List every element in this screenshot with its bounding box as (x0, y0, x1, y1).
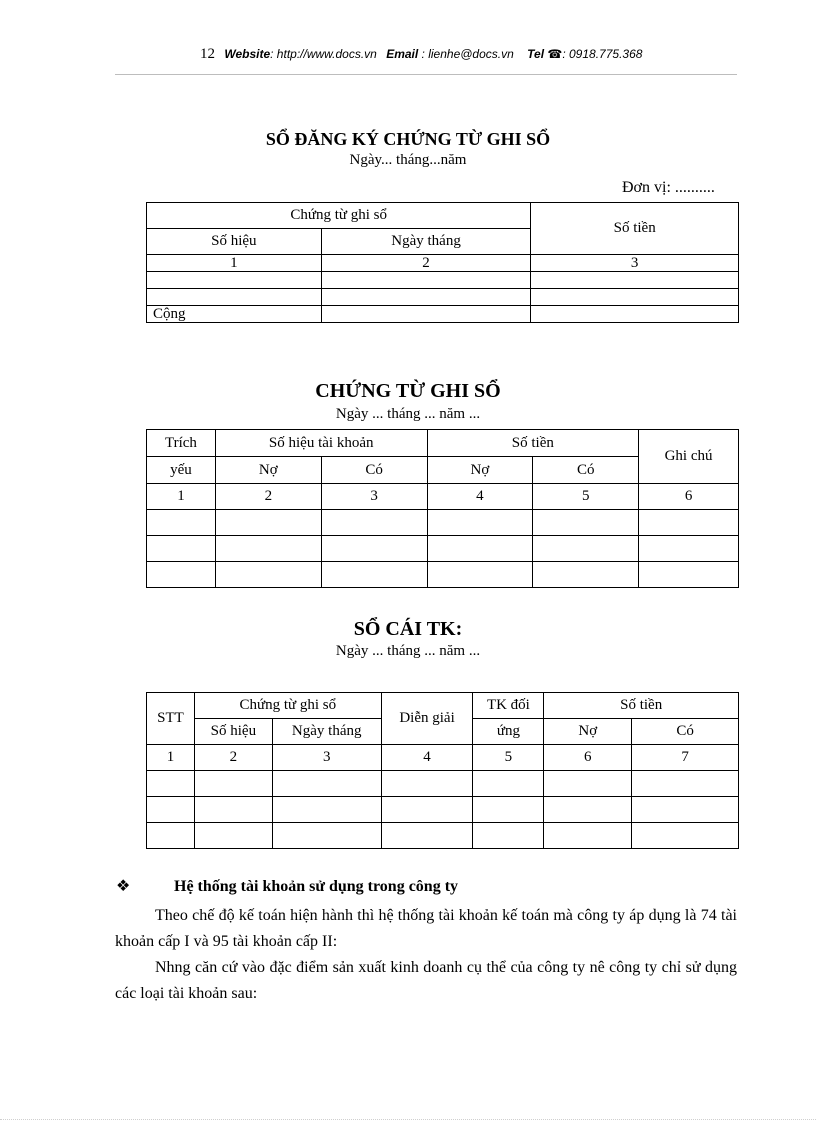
index-cell: 2 (321, 255, 531, 272)
header-yeu: yếu (147, 457, 216, 484)
header-so-tien: Số tiền (427, 430, 639, 457)
header-ghi-chu: Ghi chú (639, 430, 739, 484)
header-no: Nợ (427, 457, 533, 484)
index-cell: 6 (639, 484, 739, 510)
index-cell: 2 (194, 745, 272, 771)
header-no: Nợ (544, 719, 632, 745)
header-so-tien: Số tiền (544, 693, 739, 719)
paragraph-2: Nhng căn cứ vào đặc điểm sản xuất kinh doanh cụ thể của công ty nê công ty chỉ sử dụng các loại tài khoản sau: (115, 959, 737, 1002)
table-row (147, 771, 739, 797)
header-ngay-thang: Ngày tháng (272, 719, 381, 745)
table-row (147, 823, 739, 849)
index-cell: 1 (147, 745, 195, 771)
index-cell: 4 (381, 745, 473, 771)
phone-icon: ☎ (547, 47, 563, 61)
header-chung-tu: Chứng từ ghi sổ (194, 693, 381, 719)
section-heading: Hệ thống tài khoản sử dụng trong công ty (174, 878, 459, 895)
index-cell: 7 (632, 745, 739, 771)
header-co: Có (321, 457, 427, 484)
table-row (147, 536, 739, 562)
header-divider (115, 74, 737, 75)
header-stt: STT (147, 693, 195, 745)
email-label: Email (386, 47, 419, 61)
website-label: Website (224, 47, 271, 61)
index-cell: 5 (473, 745, 544, 771)
page-header (200, 46, 642, 63)
header-so-tien: Số tiền (531, 203, 739, 255)
index-cell: 6 (544, 745, 632, 771)
unit-line: Đơn vị: .......... (622, 179, 715, 196)
header-trich: Trích (147, 430, 216, 457)
header-no: Nợ (215, 457, 321, 484)
header-ung: ứng (473, 719, 544, 745)
header-chung-tu: Chứng từ ghi sổ (147, 203, 531, 229)
header-co: Có (632, 719, 739, 745)
register-date-line: Ngày... tháng...năm (349, 152, 467, 168)
register-table (146, 202, 739, 323)
ledger-title: SỔ CÁI TK: (353, 618, 463, 640)
paragraph-1: Theo chế độ kế toán hiện hành thì hệ thống tài khoản kế toán mà công ty áp dụng là 74 tài khoản cấp I và 95 tài khoản cấp II: (115, 907, 737, 950)
index-cell: 1 (147, 255, 322, 272)
page-number: 12 (200, 46, 215, 62)
total-label: Cộng (147, 306, 322, 323)
tel-value: : 0918.775.368 (562, 47, 643, 61)
index-cell: 3 (272, 745, 381, 771)
page-bottom-border (0, 1119, 816, 1120)
diamond-bullet-icon: ❖ (116, 876, 131, 895)
ledger-date-line: Ngày ... tháng ... năm ... (335, 643, 481, 659)
header-so-hieu: Số hiệu (194, 719, 272, 745)
table-row (147, 272, 739, 289)
website-value: : http://www.docs.vn (270, 47, 377, 61)
table-row (147, 797, 739, 823)
header-co: Có (533, 457, 639, 484)
header-ngay-thang: Ngày tháng (321, 229, 531, 255)
index-cell: 5 (533, 484, 639, 510)
header-so-hieu: Số hiệu (147, 229, 322, 255)
voucher-date-line: Ngày ... tháng ... năm ... (335, 406, 481, 422)
index-cell: 4 (427, 484, 533, 510)
table-row (147, 562, 739, 588)
tel-label: Tel (527, 47, 545, 61)
ledger-table (146, 692, 739, 849)
register-title: SỔ ĐĂNG KÝ CHỨNG TỪ GHI SỔ (265, 129, 551, 149)
table-row (147, 289, 739, 306)
header-dien-giai: Diễn giải (381, 693, 473, 745)
email-value: : lienhe@docs.vn (418, 47, 514, 61)
index-cell: 2 (215, 484, 321, 510)
index-cell: 3 (321, 484, 427, 510)
index-cell: 3 (531, 255, 739, 272)
header-tk-doi: TK đối (473, 693, 544, 719)
voucher-title: CHỨNG TỪ GHI SỔ (315, 380, 501, 402)
index-cell: 1 (147, 484, 216, 510)
header-so-hieu-tk: Số hiệu tài khoản (215, 430, 427, 457)
table-row (147, 510, 739, 536)
voucher-table (146, 429, 739, 588)
